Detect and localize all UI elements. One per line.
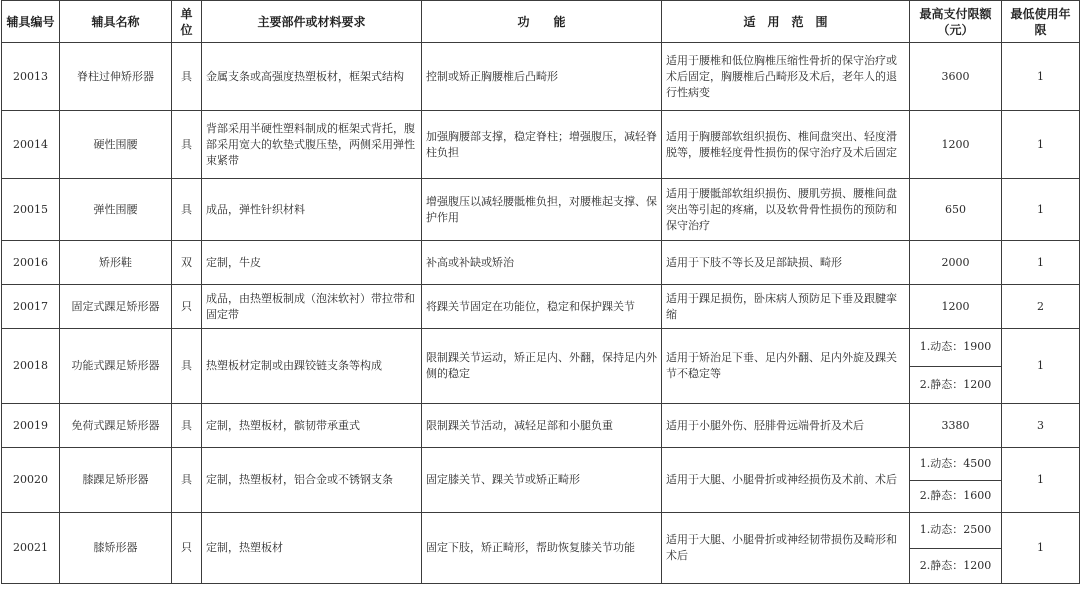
- max-payment-split: [910, 448, 1002, 513]
- device-materials: 背部采用半硬性塑料制成的框架式背托，腹部采用宽大的软垫式腹压垫，两侧采用弹性束紧带: [202, 111, 422, 179]
- device-code: 20014: [2, 111, 60, 179]
- max-payment: 3600: [910, 43, 1002, 111]
- table-row: [2, 285, 1080, 329]
- table-row: [2, 513, 1080, 584]
- table-row: [2, 404, 1080, 448]
- device-scope: 适用于大腿、小腿骨折或神经韧带损伤及畸形和术后: [662, 513, 910, 584]
- device-unit: 只: [172, 285, 202, 329]
- header-code: 辅具编号: [2, 1, 60, 43]
- device-unit: 具: [172, 329, 202, 404]
- device-materials: 定制，热塑板材，髌韧带承重式: [202, 404, 422, 448]
- assistive-device-table: [1, 0, 1080, 584]
- min-years: 1: [1002, 111, 1080, 179]
- max-payment-split: [910, 329, 1002, 404]
- header-unit: 单位: [172, 1, 202, 43]
- device-materials: 定制，热塑板材，铝合金或不锈钢支条: [202, 448, 422, 513]
- device-scope: 适用于矫治足下垂、足内外翻、足内外旋及踝关节不稳定等: [662, 329, 910, 404]
- device-unit: 具: [172, 179, 202, 241]
- table-row: [2, 179, 1080, 241]
- device-name: 弹性围腰: [60, 179, 172, 241]
- header-materials: 主要部件或材料要求: [202, 1, 422, 43]
- table-row: [2, 241, 1080, 285]
- device-code: 20015: [2, 179, 60, 241]
- device-scope: 适用于腰骶部软组织损伤、腰肌劳损、腰椎间盘突出等引起的疼痛，以及软骨骨性损伤的预防和保守治疗: [662, 179, 910, 241]
- device-function: 固定膝关节、踝关节或矫正畸形: [422, 448, 662, 513]
- device-unit: 具: [172, 111, 202, 179]
- header-row: [2, 1, 1080, 43]
- device-unit: 具: [172, 43, 202, 111]
- table-row: [2, 448, 1080, 513]
- device-name: 矫形鞋: [60, 241, 172, 285]
- device-code: 20018: [2, 329, 60, 404]
- device-name: 膝矫形器: [60, 513, 172, 584]
- header-function: 功 能: [422, 1, 662, 43]
- table-row: [2, 43, 1080, 111]
- device-code: 20021: [2, 513, 60, 584]
- max-payment: 1200: [910, 111, 1002, 179]
- min-years: 1: [1002, 448, 1080, 513]
- max-payment: 650: [910, 179, 1002, 241]
- max-payment-dynamic: 1.动态：1900: [919, 340, 992, 354]
- device-unit: 只: [172, 513, 202, 584]
- min-years: 1: [1002, 513, 1080, 584]
- device-function: 固定下肢，矫正畸形，帮助恢复膝关节功能: [422, 513, 662, 584]
- table-row: [2, 329, 1080, 404]
- header-min-years: 最低使用年限: [1002, 1, 1080, 43]
- device-name: 功能式踝足矫形器: [60, 329, 172, 404]
- device-name: 硬性围腰: [60, 111, 172, 179]
- device-code: 20019: [2, 404, 60, 448]
- device-unit: 双: [172, 241, 202, 285]
- device-name: 免荷式踝足矫形器: [60, 404, 172, 448]
- device-function: 控制或矫正胸腰椎后凸畸形: [422, 43, 662, 111]
- header-max-payment: 最高支付限额（元）: [910, 1, 1002, 43]
- min-years: 2: [1002, 285, 1080, 329]
- device-materials: 金属支条或高强度热塑板材，框架式结构: [202, 43, 422, 111]
- device-materials: 热塑板材定制或由踝铰链支条等构成: [202, 329, 422, 404]
- min-years: 3: [1002, 404, 1080, 448]
- device-scope: 适用于腰椎和低位胸椎压缩性骨折的保守治疗或术后固定，胸腰椎后凸畸形及术后，老年人的退行性病变: [662, 43, 910, 111]
- table-row: [2, 111, 1080, 179]
- max-payment-static: 2.静态：1600: [910, 480, 1001, 513]
- device-name: 固定式踝足矫形器: [60, 285, 172, 329]
- device-code: 20020: [2, 448, 60, 513]
- header-scope: 适 用 范 围: [662, 1, 910, 43]
- min-years: 1: [1002, 179, 1080, 241]
- device-materials: 成品，弹性针织材料: [202, 179, 422, 241]
- min-years: 1: [1002, 43, 1080, 111]
- device-materials: 定制，牛皮: [202, 241, 422, 285]
- device-scope: 适用于胸腰部软组织损伤、椎间盘突出、轻度滑脱等，腰椎轻度骨性损伤的保守治疗及术后固定: [662, 111, 910, 179]
- device-name: 膝踝足矫形器: [60, 448, 172, 513]
- max-payment-static: 2.静态：1200: [910, 366, 1001, 404]
- header-name: 辅具名称: [60, 1, 172, 43]
- max-payment-dynamic: 1.动态：4500: [919, 456, 992, 470]
- device-scope: 适用于大腿、小腿骨折或神经损伤及术前、术后: [662, 448, 910, 513]
- device-name: 脊柱过伸矫形器: [60, 43, 172, 111]
- device-unit: 具: [172, 404, 202, 448]
- device-function: 限制踝关节活动，减轻足部和小腿负重: [422, 404, 662, 448]
- device-code: 20016: [2, 241, 60, 285]
- max-payment: 1200: [910, 285, 1002, 329]
- device-function: 补高或补缺或矫治: [422, 241, 662, 285]
- device-scope: 适用于小腿外伤、胫腓骨远端骨折及术后: [662, 404, 910, 448]
- device-materials: 成品，由热塑板制成（泡沫软衬）带拉带和固定带: [202, 285, 422, 329]
- device-scope: 适用于下肢不等长及足部缺损、畸形: [662, 241, 910, 285]
- device-code: 20017: [2, 285, 60, 329]
- max-payment: 2000: [910, 241, 1002, 285]
- table-body: [2, 43, 1080, 584]
- max-payment-split: [910, 513, 1002, 584]
- device-unit: 具: [172, 448, 202, 513]
- device-function: 将踝关节固定在功能位，稳定和保护踝关节: [422, 285, 662, 329]
- max-payment: 3380: [910, 404, 1002, 448]
- device-code: 20013: [2, 43, 60, 111]
- max-payment-static: 2.静态：1200: [910, 548, 1001, 584]
- device-materials: 定制，热塑板材: [202, 513, 422, 584]
- min-years: 1: [1002, 241, 1080, 285]
- min-years: 1: [1002, 329, 1080, 404]
- device-scope: 适用于踝足损伤，卧床病人预防足下垂及跟腱挛缩: [662, 285, 910, 329]
- max-payment-dynamic: 1.动态：2500: [919, 523, 992, 537]
- device-function: 加强胸腰部支撑，稳定脊柱；增强腹压，减轻脊柱负担: [422, 111, 662, 179]
- device-function: 增强腹压以减轻腰骶椎负担，对腰椎起支撑、保护作用: [422, 179, 662, 241]
- device-function: 限制踝关节运动，矫正足内、外翻，保持足内外侧的稳定: [422, 329, 662, 404]
